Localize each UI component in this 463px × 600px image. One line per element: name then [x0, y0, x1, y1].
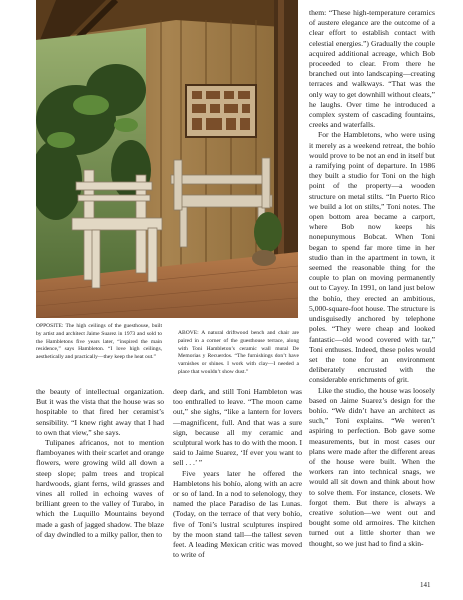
- photo-caption-right: ABOVE: A natural driftwood bench and chair are paired in a corner of the guesthouse terrace, along with Toni Hambleton’s ceramic wall mural De Memorias y Recuerdos. “The furnishings don’t have varnishes or shines. I work with clay—I needed a place that wouldn’t show dust.”: [178, 330, 299, 375]
- paragraph: them: “These high-temperature ceramics of austere elegance are the outcome of a clear effort to establish contact with celestial energies.”) Gradually the couple acquired additional acreage, which Bob proceeded to clear. From there he branched out into landscaping—creating terraces and walkways. “That was the only way to get downhill without cleats,” he laughs. Over time he introduced a complex system of cascading fountains, creeks and waterfalls.: [309, 8, 435, 130]
- paragraph: Tulipanes africanos, not to mention flamboyanes with their scarlet and orange flowers, were growing wild all down a steep slope; palm trees and tropical hardwoods, giant ferns, wild grasses and vines all rolled in echoing waves of brilliant green to the valley of Turabo, in which the Luquillo Mountains beyond made a gash of jagged shadow. The blaze of day dwindled to a milky pallor, then to: [36, 438, 164, 539]
- paragraph: For the Hambletons, who were using it merely as a weekend retreat, the bohío would prove to be not an end in itself but a ramifying point of departure. In 1986 they built a studio for Toni on the high point of the property—a wooden structure on metal stilts. “In Puerto Rico we build a lot on stilts,” Toni notes. The open bottom area became a carport, where Bob now keeps his nonepunymous Bobcat. When Toni began to spend far more time in her studio than in the apartment in town, it seemed the reasonable thing for the couple to plan on moving permanently out to Cayey. In 1991, on land just below the bohío, they erected an ambitious, 5,000-square-foot house. The structure is undisguisedly anchored by telephone poles. “They were cheap and looked fantastic—old wood covered with tar,” Toni enthuses. Indeed, these poles would set the tone for an environment deliberately encrusted with the considerable enrichments of grit.: [309, 130, 435, 385]
- driftwood-bench-illustration: [36, 0, 298, 318]
- text-column-1: [36, 387, 164, 540]
- paragraph: Five years later he offered the Hambletons his bohío, along with an acre or so of land. In a nod to selenology, they named the place Paradiso de las Lunas. (Today, on the terrace of that very bohío, five of Toni’s lustral sculptures inspired by the moon stand tall—the tallest seven feet. A leading Mexican critic was moved to write of: [173, 468, 302, 560]
- paragraph: deep dark, and still Toni Hambleton was too enthralled to leave. “The moon came out,” she sighs, “like a lantern for lovers—magnificent, full. And that was a sure sign, because all my ceramic and sculptural work has to do with the moon. I said to Jaime Suarez, ‘If ever you want to sell . . .’ ”: [173, 387, 302, 468]
- text-column-3: [309, 8, 435, 549]
- paragraph: the beauty of intellectual organization. But it was the vista that the house was so hospitable to that fired her ceramist’s sensibility. “I knew right away that I had to own that view,” she says.: [36, 387, 164, 437]
- photo-caption-left: OPPOSITE: The high ceilings of the guesthouse, built by artist and architect Jaime Suarez in 1973 and sold to the Hambletons five years later, “inspired the main residence,” says Hambleton. “I love high ceilings, aesthetically and practically—they keep the heat out.”: [36, 323, 162, 360]
- paragraph: Like the studio, the house was loosely based on Jaime Suarez’s design for the bohío. “We didn’t have an architect as such,” Toni explains. “We weren’t aspiring to perfection. Bob gave some measurements, but in most cases our plans were made after the different areas of the house were built. When the workers ran into technical snags, we would all sit down and think about how to solve them. For instance, closets. We forgot them. But there is always a creative solution—we went out and bought some old armoires. The kitchen turned out a little shorter than we thought, so we just had to find a skin-: [309, 385, 435, 548]
- text-column-2: [173, 387, 302, 560]
- page-number: 141: [420, 581, 431, 589]
- guesthouse-terrace-photo: [36, 0, 298, 318]
